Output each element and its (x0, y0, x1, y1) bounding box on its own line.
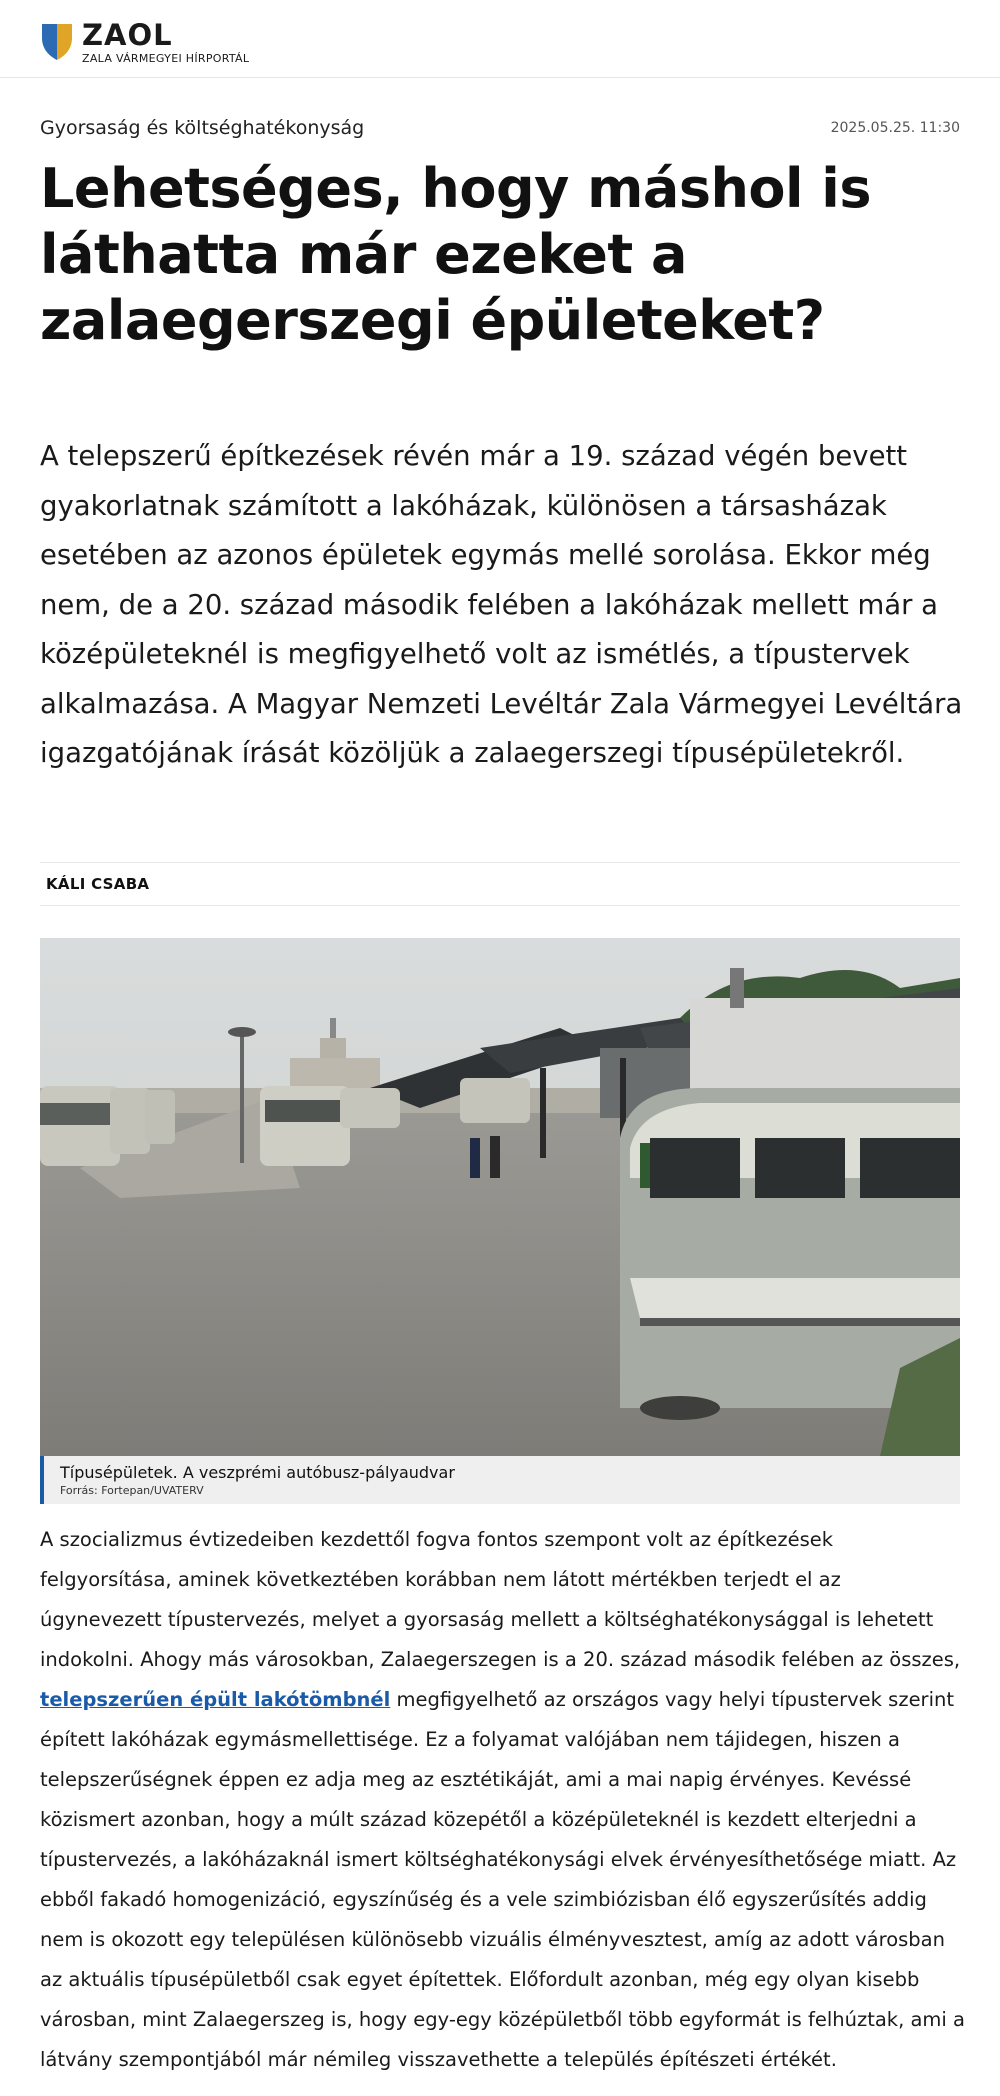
article-kicker[interactable]: Gyorsaság és költséghatékonyság (40, 117, 365, 139)
body-part-1: A szocializmus évtizedeiben kezdettől fogva fontos szempont volt az építkezések felgyorsítása, aminek következtében korábban nem látott mértékben terjedt el az úgynevezett típustervezés, melyet a gyorsaság mellett a költséghatékonysággal is lehetett indokolni. Ahogy más városokban, Zalaegerszegen is a 20. század második felében az összes, (40, 1528, 961, 1671)
article-body (40, 1520, 965, 2080)
bus-station-photo (40, 938, 960, 1456)
caption-source: Forrás: Fortepan/UVATERV (60, 1484, 204, 1497)
shield-logo-icon (40, 22, 74, 62)
author-link[interactable]: KÁLI CSABA (46, 875, 150, 893)
article-date: 2025.05.25. 11:30 (830, 120, 960, 136)
article-photo[interactable] (40, 938, 960, 1456)
inline-article-link[interactable]: telepszerűen épült lakótömbnél (40, 1688, 391, 1711)
caption-text: Típusépületek. A veszprémi autóbusz-pályaudvar (60, 1463, 455, 1482)
article-lead: A telepszerű építkezések révén már a 19. század végén bevett gyakorlatnak számított a lakóházak, különösen a társasházak esetében az azonos épületek egymás mellé sorolása. Ekkor még nem, de a 20. század második felében a lakóházak mellett már a középületeknél is megfigyelhető volt az ismétlés, a típustervek alkalmazása. A Magyar Nemzeti Levéltár Zala Vármegyei Levéltára igazgatójának írását közöljük a zalaegerszegi típusépületekről. (40, 440, 963, 769)
brand-name: ZAOL (82, 18, 173, 52)
site-header (0, 0, 1000, 78)
image-caption (40, 1456, 960, 1504)
author-bar (40, 862, 960, 906)
body-part-2: megfigyelhető az országos vagy helyi típustervek szerint épített lakóházak egymásmellettisége. Ez a folyamat valójában nem tájidegen, hiszen a telepszerűségnek éppen ez adja meg az esztétikáját, ami a mai napig érvényes. Kevéssé közismert azonban, hogy a múlt század közepétől a középületeknél is kezdett elterjedni a típustervezés, a lakóházaknál ismert költséghatékonysági elvek érvényesíthetősége miatt. Az ebből fakadó homogenizáció, egyszínűség és a vele szimbiózisban élő egyszerűsítés addig nem is okozott egy településen különösebb vizuális élményvesztest, amíg az adott városban az aktuális típusépületből csak egyet építettek. Előfordult azonban, még egy olyan kisebb városban, mint Zalaegerszeg is, hogy egy-egy középületből több egyformát is felhúztak, ami a látvány szempontjából már némileg visszavethette a település építészeti értékét. (40, 1688, 965, 2071)
brand-subtitle: ZALA VÁRMEGYEI HÍRPORTÁL (82, 52, 250, 65)
article-title: Lehetséges, hogy máshol is láthatta már ezeket a zalaegerszegi épületeket? (40, 157, 871, 352)
